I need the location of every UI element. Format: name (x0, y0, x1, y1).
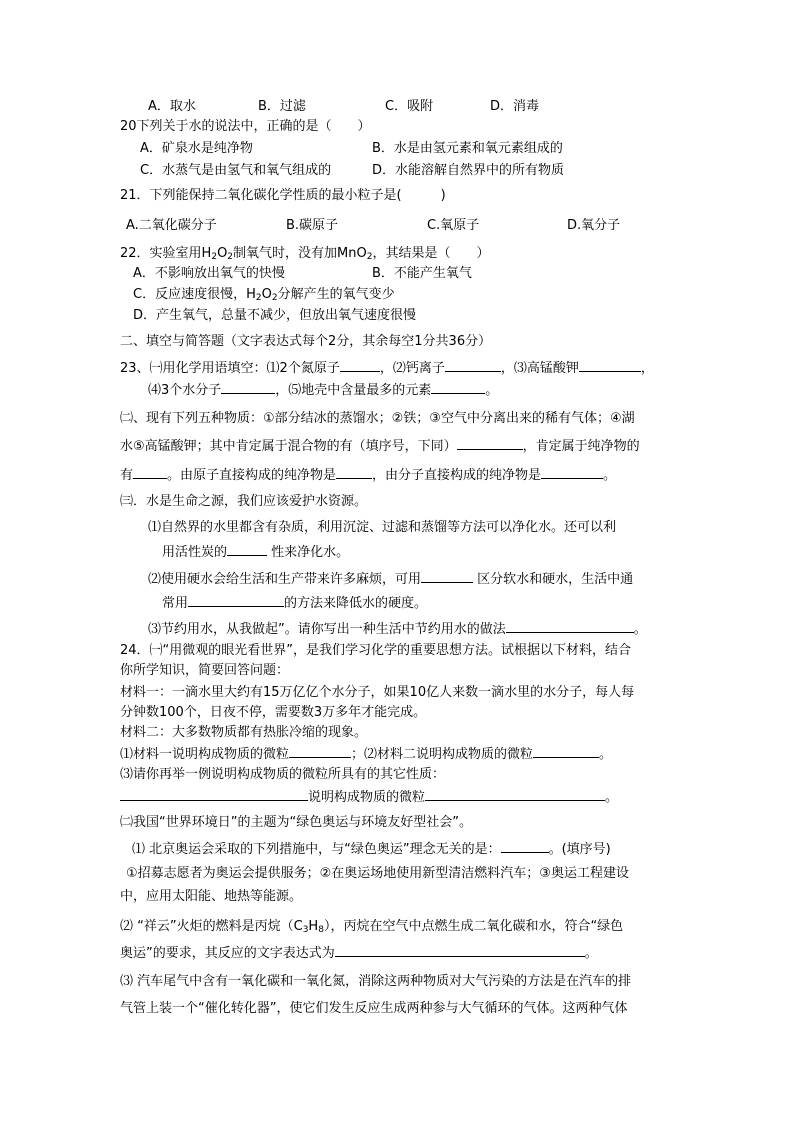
answer-blank[interactable] (506, 620, 634, 633)
q23-part3-title: ㈢．水是生命之源，我们应该爱护水资源。 (120, 494, 368, 509)
q21-option-b: B.碳原子 (286, 218, 339, 233)
q23-part2-line-2: 水⑤高锰酸钾；其中肯定属于混合物的有（填序号，下同） ，肯定属于纯净物的 (120, 439, 640, 454)
q24-line-1: 24．㈠“用微观的眼光看世界”，是我们学习化学的重要思想方法。试根据以下材料，结合 (120, 643, 632, 658)
q24-question-3-answer: 说明构成物质的微粒 。 (120, 788, 618, 807)
q23-part3-line-2: 用活性炭的 性来净化水。 (162, 545, 350, 560)
q24-material-1b: 分钟数100个，日夜不停，需要数3万多年才能完成。 (120, 705, 427, 720)
answer-blank[interactable] (431, 381, 485, 394)
q23-part3-line-4: 常用 的方法来降低水的硬度。 (162, 596, 428, 611)
q24-material-1a: 材料一：一滴水里大约有15万亿亿个水分子，如果10亿人来数一滴水里的水分子，每人每 (120, 685, 635, 700)
answer-blank[interactable] (221, 381, 275, 394)
answer-blank[interactable] (445, 359, 501, 372)
q21-option-d: D.氧分子 (567, 218, 621, 233)
answer-blank[interactable] (340, 359, 380, 372)
q19-option-d: D．消毒 (490, 99, 540, 114)
answer-blank[interactable] (425, 788, 605, 801)
answer-blank[interactable] (227, 543, 267, 556)
q19-option-a: A．取水 (148, 99, 196, 114)
q20-stem: 20下列关于水的说法中，正确的是（ ） (120, 119, 371, 134)
answer-blank[interactable] (289, 745, 351, 758)
answer-blank[interactable] (421, 570, 473, 583)
answer-blank[interactable] (335, 944, 585, 957)
answer-blank[interactable] (133, 466, 167, 479)
answer-blank[interactable] (336, 466, 372, 479)
q24-question-3: ⑶请你再举一例说明构成物质的微粒所具有的其它性质： (120, 767, 446, 782)
q20-option-b: B．水是由氢元素和氧元素组成的 (372, 141, 563, 156)
answer-blank[interactable] (533, 745, 599, 758)
q23-line-1: 23、㈠用化学用语填空：⑴2个氮原子 ，⑵钙离子 ，⑶高锰酸钾 ， (120, 361, 654, 376)
q23-part3-line-3: ⑵使用硬水会给生活和生产带来许多麻烦，可用 区分软水和硬水，生活中通 (148, 572, 634, 587)
answer-blank[interactable] (188, 594, 284, 607)
section-title: 二、填空与简答题（文字表达式每个2分，其余每空1分共36分） (120, 334, 492, 349)
answer-blank[interactable] (541, 466, 603, 479)
q24-line-2: 你所学知识，简要回答问题： (120, 663, 290, 678)
q21-option-c: C.氧原子 (427, 218, 480, 233)
q20-option-d: D．水能溶解自然界中的所有物质 (372, 163, 565, 178)
q24-part2-measures-2: 中，应用太阳能、地热等能源。 (120, 889, 303, 904)
q23-part3-line-5: ⑶节约用水，从我做起”。请你写出一种生活中节约用水的做法 。 (148, 622, 647, 637)
q22-option-a: A．不影响放出氧气的快慢 (133, 266, 285, 281)
q22-option-b: B．不能产生氧气 (372, 266, 472, 281)
q24-material-2: 材料二：大多数物质都有热胀冷缩的现象。 (120, 725, 368, 740)
q20-option-c: C．水蒸气是由氢气和氧气组成的 (140, 163, 332, 178)
q24-part2-q2-line-2: 奥运”的要求，其反应的文字表达式为 。 (120, 946, 598, 961)
q24-part2-q1: ⑴ 北京奥运会采取的下列措施中，与“绿色奥运”理念无关的是： 。(填序号) (132, 842, 611, 857)
q20-option-a: A．矿泉水是纯净物 (140, 141, 253, 156)
q21-stem: 21．下列能保持二氧化碳化学性质的最小粒子是( ) (120, 188, 446, 203)
q23-line-2: ⑷3个水分子 ，⑸地壳中含量最多的元素 。 (148, 383, 499, 398)
q19-option-c: C．吸附 (385, 99, 434, 114)
q23-part2-line-3: 有 。由原子直接构成的纯净物是 ，由分子直接构成的纯净物是 。 (120, 468, 617, 483)
q23-part3-line-1: ⑴自然界的水里都含有杂质，利用沉淀、过滤和蒸馏等方法可以净化水。还可以利 (148, 520, 617, 535)
q21-option-a: A.二氧化碳分子 (126, 218, 217, 233)
q24-part2-q3-line-2: 气管上装一个“催化转化器”，使它们发生反应生成两种参与大气循环的气体。这两种气体 (120, 1001, 628, 1016)
answer-blank[interactable] (579, 359, 641, 372)
answer-blank[interactable] (120, 788, 308, 801)
q24-part2-title: ㈡我国“世界环境日”的主题为“绿色奥运与环境友好型社会”。 (120, 815, 472, 830)
q24-part2-measures-1: ①招募志愿者为奥运会提供服务；②在奥运场地使用新型清洁燃料汽车；③奥运工程建设 (126, 866, 629, 881)
q22-option-c: C．反应速度很慢，$H_2O_2$分解产生的氧气变少 (133, 287, 395, 303)
q24-question-1-2: ⑴材料一说明构成物质的微粒 ；⑵材料二说明构成物质的微粒 。 (120, 747, 613, 762)
q24-part2-q2-line-1: ⑵ “祥云”火炬的燃料是丙烷$(C_3H_8)$，丙烷在空气中点燃生成二氧化碳和水，符合“绿色 (120, 919, 624, 935)
answer-blank[interactable] (501, 840, 549, 853)
answer-blank[interactable] (457, 437, 523, 450)
q22-stem: 22．实验室用$H_2O_2$制氧气时，没有加MnO$_2$，其结果是（ ） (120, 246, 490, 262)
q19-option-b: B．过滤 (258, 99, 306, 114)
q23-part2-line-1: ㈡、现有下列五种物质：①部分结冰的蒸馏水；②铁；③空气中分离出来的稀有气体；④湖 (120, 411, 635, 426)
q24-part2-q3-line-1: ⑶ 汽车尾气中含有一氧化碳和一氧化氮，消除这两种物质对大气污染的方法是在汽车的排 (120, 974, 632, 989)
q22-option-d: D．产生氧气，总量不减少，但放出氧气速度很慢 (133, 308, 417, 323)
